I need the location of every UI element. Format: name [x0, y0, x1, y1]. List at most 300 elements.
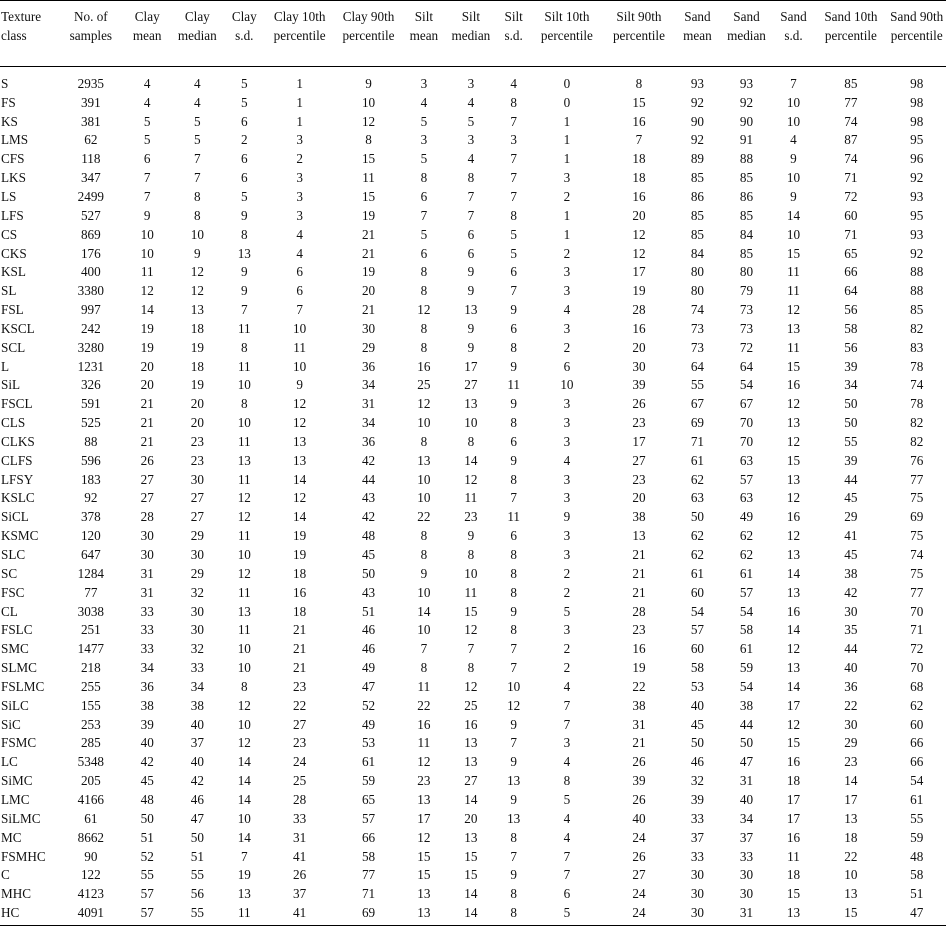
table-cell-silt-sd: 8 [497, 904, 530, 925]
table-cell-clay-sd: 6 [241, 113, 248, 129]
table-cell-sand-mean: 57 [690, 622, 705, 638]
table-cell-clay-median: 9 [194, 245, 201, 261]
table-cell-clay-median: 27 [190, 509, 204, 525]
table-cell-sand-sd: 15 [786, 735, 801, 751]
table-cell-silt-90th-percentile: 24 [632, 829, 646, 845]
table-cell-sand-mean: 92 [690, 132, 705, 148]
table-cell-clay-sd: 7 [241, 848, 248, 864]
table-cell-silt-mean: 7 [420, 641, 428, 657]
table-cell-silt-90th-percentile: 40 [632, 810, 646, 826]
table-cell-clay-median: 18 [190, 358, 204, 374]
table-row [0, 395, 946, 414]
table-cell-silt-sd: 3 [510, 132, 517, 148]
table-cell-clay-90th-percentile: 48 [361, 528, 376, 544]
table-cell-sand-mean: 50 [690, 735, 705, 751]
table-cell-silt-median: 9 [467, 264, 475, 280]
table-cell-clay-90th-percentile: 49 [361, 716, 376, 732]
table-cell-no-of-samples: 88 [84, 433, 98, 449]
table-cell-silt-mean: 8 [420, 170, 428, 186]
table-cell-clay-median: 10 [190, 226, 204, 242]
table-cell-clay-10th-percentile: 18 [293, 565, 307, 581]
table-cell-sand-median: 57 [739, 584, 754, 600]
table-cell-clay-sd: 14 [237, 791, 251, 807]
table-cell-sand-sd: 15 [786, 886, 801, 902]
table-cell-sand-90th-percentile: 74 [910, 547, 924, 563]
table-cell-sand-median: 59 [739, 660, 754, 676]
table-cell-silt-median: 3 [467, 132, 475, 148]
table-cell-clay-sd: 10 [237, 716, 251, 732]
table-cell-clay-90th-percentile: 34 [361, 415, 376, 431]
table-cell-silt-90th-percentile: 26 [632, 791, 646, 807]
table-row [0, 67, 946, 94]
table-cell-clay-sd: 12 [237, 697, 251, 713]
table-cell-sand-median: 61 [739, 565, 754, 581]
table-cell-silt-sd: 8 [510, 339, 517, 355]
table-cell-clay-mean: 51 [140, 829, 154, 845]
table-cell-sand-median: 86 [739, 188, 754, 204]
table-cell-clay-mean: 52 [140, 848, 154, 864]
table-cell-sand-mean: 90 [690, 113, 705, 129]
table-cell-clay-10th-percentile: 19 [293, 528, 307, 544]
table-cell-sand-sd: 12 [786, 641, 801, 657]
table-cell-silt-sd: 12 [507, 697, 521, 713]
table-cell-clay-median: 29 [190, 528, 204, 544]
table-cell-sand-sd: 17 [786, 810, 801, 826]
table-cell-clay-90th-percentile: 8 [365, 132, 372, 148]
table-cell-clay-median: 51 [190, 848, 204, 864]
table-cell-clay-10th-percentile: 31 [293, 829, 307, 845]
table-cell-sand-10th-percentile: 30 [844, 716, 858, 732]
table-cell-clay-10th-percentile: 3 [296, 188, 303, 204]
table-cell-sand-90th-percentile: 55 [910, 810, 924, 826]
table-cell-sand-mean: 69 [690, 415, 705, 431]
table-cell-clay-median: 55 [190, 867, 204, 883]
table-cell-sand-mean: 61 [690, 565, 705, 581]
table-cell-clay-90th-percentile: 21 [361, 302, 376, 318]
table-cell-silt-median: 9 [467, 339, 475, 355]
table-cell-silt-median: 27 [464, 773, 478, 789]
table-cell-clay-10th-percentile: 33 [293, 810, 307, 826]
table-cell-sand-10th-percentile: 18 [844, 829, 858, 845]
table-row [0, 791, 946, 810]
table-cell-sand-sd: 13 [786, 471, 801, 487]
table-cell-sand-10th-percentile: 34 [844, 377, 858, 393]
table-cell-sand-median: 73 [739, 302, 754, 318]
table-cell-clay-mean: 10 [140, 245, 154, 261]
table-cell-sand-sd: 10 [786, 94, 801, 110]
table-cell-sand-90th-percentile: 95 [910, 207, 924, 223]
table-cell-sand-median: 54 [739, 678, 754, 694]
table-cell-silt-10th-percentile: 3 [563, 490, 571, 506]
table-cell-sand-median: 85 [739, 207, 754, 223]
table-cell-sand-10th-percentile: 42 [844, 584, 858, 600]
table-cell-clay-90th-percentile: 31 [361, 396, 376, 412]
table-cell-sand-sd: 14 [786, 207, 801, 223]
table-cell-sand-10th-percentile: 17 [844, 791, 858, 807]
table-cell-sand-median: 44 [739, 716, 754, 732]
table-cell-silt-median: 14 [445, 904, 497, 925]
table-cell-clay-10th-percentile: 10 [293, 358, 307, 374]
texture-class-cell: CFS [1, 151, 25, 167]
table-cell-silt-90th-percentile: 21 [632, 565, 646, 581]
table-cell-silt-sd: 6 [510, 264, 517, 280]
table-cell-no-of-samples: 400 [80, 264, 101, 280]
table-cell-clay-sd: 11 [237, 471, 251, 487]
table-cell-silt-90th-percentile: 17 [632, 433, 646, 449]
table-cell-clay-sd: 6 [241, 170, 248, 186]
table-cell-sand-90th-percentile: 76 [910, 452, 924, 468]
table-cell-sand-mean: 62 [690, 528, 705, 544]
table-cell-sand-sd: 16 [786, 377, 801, 393]
table-cell-clay-median: 34 [190, 678, 204, 694]
table-cell-silt-sd: 9 [510, 358, 517, 374]
table-cell-clay-90th-percentile: 11 [362, 170, 375, 186]
table-cell-silt-mean: 10 [417, 490, 431, 506]
table-cell-clay-mean: 7 [143, 188, 151, 204]
table-cell-clay-10th-percentile: 21 [293, 622, 307, 638]
table-cell-silt-90th-percentile: 28 [632, 302, 646, 318]
table-cell-silt-mean: 22 [417, 697, 431, 713]
table-cell-no-of-samples: 326 [80, 377, 101, 393]
table-cell-clay-median: 12 [190, 283, 204, 299]
table-cell-clay-90th-percentile: 45 [361, 547, 376, 563]
table-cell-clay-10th-percentile: 1 [296, 113, 303, 129]
table-cell-sand-sd: 11 [787, 339, 800, 355]
table-cell-clay-median: 50 [190, 829, 204, 845]
table-cell-clay-10th-percentile: 14 [293, 509, 307, 525]
table-cell-silt-10th-percentile: 2 [563, 660, 571, 676]
table-cell-sand-10th-percentile: 14 [844, 773, 858, 789]
table-cell-clay-90th-percentile: 10 [361, 94, 376, 110]
table-cell-clay-median: 29 [190, 565, 204, 581]
table-cell-sand-10th-percentile: 39 [844, 452, 858, 468]
header-row [0, 1, 946, 67]
table-cell-silt-median: 14 [464, 452, 478, 468]
table-cell-clay-mean: 31 [140, 584, 154, 600]
table-cell-silt-mean: 6 [420, 188, 428, 204]
table-cell-clay-90th-percentile: 21 [361, 226, 376, 242]
header-silt-median: Silt median [445, 1, 497, 67]
table-cell-sand-sd: 10 [786, 113, 801, 129]
table-cell-silt-median: 12 [464, 471, 478, 487]
table-cell-silt-90th-percentile: 28 [632, 603, 646, 619]
table-cell-silt-mean: 12 [417, 396, 431, 412]
table-cell-silt-median: 23 [464, 509, 478, 525]
texture-class-cell: SiC [1, 716, 21, 732]
table-cell-silt-median: 6 [467, 226, 475, 242]
table-cell-sand-median: 31 [720, 904, 772, 925]
table-cell-clay-median: 47 [190, 810, 204, 826]
texture-class-cell: CLFS [1, 452, 33, 468]
table-cell-sand-10th-percentile: 41 [844, 528, 858, 544]
table-cell-sand-mean: 46 [690, 754, 705, 770]
table-cell-clay-10th-percentile: 26 [293, 867, 307, 883]
table-cell-silt-10th-percentile: 4 [563, 810, 571, 826]
table-row [0, 697, 946, 716]
table-cell-no-of-samples: 2935 [77, 76, 105, 91]
header-silt-mean: Silt mean [403, 1, 445, 67]
table-cell-sand-10th-percentile: 60 [844, 207, 858, 223]
table-row [0, 131, 946, 150]
table-cell-clay-mean: 5 [143, 113, 151, 129]
table-cell-sand-10th-percentile: 77 [844, 94, 858, 110]
table-cell-sand-mean: 85 [690, 226, 705, 242]
table-cell-silt-mean: 14 [417, 603, 431, 619]
table-cell-sand-mean: 71 [690, 433, 705, 449]
table-cell-silt-mean: 10 [417, 584, 431, 600]
table-cell-silt-sd: 7 [510, 113, 517, 129]
table-cell-sand-sd: 11 [787, 264, 800, 280]
table-cell-silt-mean: 5 [420, 151, 428, 167]
texture-class-cell: FSC [1, 584, 25, 600]
table-cell-silt-sd: 7 [510, 641, 517, 657]
table-cell-clay-mean: 20 [140, 377, 154, 393]
table-cell-no-of-samples: 253 [80, 716, 101, 732]
table-cell-clay-10th-percentile: 24 [293, 754, 307, 770]
table-cell-clay-90th-percentile: 29 [361, 339, 376, 355]
table-cell-no-of-samples: 62 [84, 132, 98, 148]
table-cell-silt-sd: 7 [510, 848, 517, 864]
table-cell-clay-median: 19 [190, 377, 204, 393]
table-cell-sand-10th-percentile: 74 [844, 151, 858, 167]
table-row [0, 527, 946, 546]
table-cell-clay-sd: 9 [241, 207, 248, 223]
table-cell-clay-mean: 7 [143, 170, 151, 186]
table-cell-no-of-samples: 869 [80, 226, 101, 242]
table-cell-clay-median: 23 [190, 433, 204, 449]
table-cell-sand-90th-percentile: 68 [910, 678, 924, 694]
table-cell-silt-90th-percentile: 12 [632, 245, 646, 261]
table-cell-sand-median: 84 [739, 226, 754, 242]
table-cell-clay-sd: 5 [241, 94, 248, 110]
table-cell-silt-90th-percentile: 15 [632, 94, 646, 110]
table-cell-sand-sd: 15 [786, 358, 801, 374]
table-cell-silt-mean: 8 [420, 339, 428, 355]
header-clay-median: Clay median [171, 1, 223, 67]
table-row [0, 150, 946, 169]
table-cell-clay-10th-percentile: 11 [293, 339, 306, 355]
table-cell-silt-sd: 8 [510, 415, 517, 431]
table-cell-sand-10th-percentile: 35 [844, 622, 858, 638]
table-cell-silt-mean: 15 [417, 867, 431, 883]
table-cell-sand-sd: 17 [786, 697, 801, 713]
table-cell-silt-10th-percentile: 2 [563, 339, 571, 355]
table-cell-silt-median: 15 [464, 848, 478, 864]
table-cell-sand-10th-percentile: 44 [844, 641, 858, 657]
table-cell-silt-90th-percentile: 16 [632, 320, 646, 336]
table-cell-silt-10th-percentile: 2 [563, 641, 571, 657]
header-silt-90th-percentile: Silt 90th percentile [603, 1, 674, 67]
texture-class-cell: KSMC [1, 528, 39, 544]
header-sand-90th-percentile: Sand 90th percentile [887, 1, 946, 67]
table-cell-silt-90th-percentile: 21 [632, 584, 646, 600]
table-cell-clay-mean: 6 [143, 151, 151, 167]
table-cell-silt-mean: 13 [417, 452, 431, 468]
table-row [0, 866, 946, 885]
table-cell-no-of-samples: 4166 [77, 791, 105, 807]
table-cell-clay-10th-percentile: 1 [296, 76, 303, 91]
table-cell-sand-90th-percentile: 78 [910, 358, 924, 374]
table-cell-clay-10th-percentile: 4 [296, 245, 303, 261]
table-cell-clay-mean: 21 [140, 415, 154, 431]
table-cell-silt-sd: 7 [510, 660, 517, 676]
table-cell-clay-sd: 8 [241, 678, 248, 694]
table-cell-clay-mean: 57 [123, 904, 171, 925]
table-cell-no-of-samples: 90 [84, 848, 98, 864]
table-cell-silt-sd: 9 [510, 867, 517, 883]
table-cell-silt-mean: 23 [417, 773, 431, 789]
table-cell-sand-90th-percentile: 82 [910, 433, 924, 449]
table-cell-silt-sd: 7 [510, 490, 517, 506]
table-row [0, 508, 946, 527]
table-cell-clay-90th-percentile: 30 [361, 320, 376, 336]
table-row [0, 772, 946, 791]
table-cell-silt-10th-percentile: 5 [563, 791, 571, 807]
table-cell-clay-mean: 14 [140, 302, 154, 318]
table-cell-sand-90th-percentile: 70 [910, 603, 924, 619]
table-cell-sand-median: 62 [739, 528, 754, 544]
table-cell-no-of-samples: 378 [80, 509, 101, 525]
table-cell-silt-sd: 8 [510, 829, 517, 845]
table-cell-clay-mean: 19 [140, 320, 154, 336]
table-cell-sand-90th-percentile: 88 [910, 264, 924, 280]
table-cell-clay-median: 40 [190, 754, 204, 770]
table-cell-sand-sd: 18 [786, 867, 801, 883]
table-cell-clay-median: 18 [190, 320, 204, 336]
table-cell-silt-mean: 12 [417, 302, 431, 318]
table-cell-silt-sd: 7 [510, 151, 517, 167]
table-cell-clay-sd: 9 [241, 264, 248, 280]
table-cell-sand-mean: 30 [690, 886, 705, 902]
table-cell-clay-10th-percentile: 1 [296, 94, 303, 110]
table-cell-sand-sd: 14 [786, 678, 801, 694]
table-cell-sand-10th-percentile: 30 [844, 603, 858, 619]
table-cell-sand-mean: 86 [690, 188, 705, 204]
table-cell-clay-median: 5 [194, 113, 201, 129]
table-cell-silt-mean: 13 [403, 904, 445, 925]
table-cell-no-of-samples: 92 [84, 490, 98, 506]
table-cell-silt-90th-percentile: 16 [632, 188, 646, 204]
table-cell-clay-sd: 5 [241, 76, 248, 91]
table-cell-sand-sd: 13 [786, 584, 801, 600]
table-cell-sand-10th-percentile: 22 [844, 697, 858, 713]
table-cell-clay-mean: 50 [140, 810, 154, 826]
table-cell-silt-mean: 8 [420, 547, 428, 563]
table-cell-sand-sd: 11 [787, 848, 800, 864]
table-cell-sand-10th-percentile: 85 [844, 76, 858, 91]
table-cell-sand-sd: 18 [786, 773, 801, 789]
table-cell-clay-sd: 8 [241, 339, 248, 355]
table-cell-sand-median: 34 [739, 810, 754, 826]
table-cell-silt-10th-percentile: 6 [563, 358, 571, 374]
table-row [0, 263, 946, 282]
table-cell-no-of-samples: 525 [80, 415, 101, 431]
table-cell-silt-sd: 9 [510, 452, 517, 468]
table-cell-clay-90th-percentile: 43 [361, 490, 376, 506]
table-cell-clay-90th-percentile: 43 [361, 584, 376, 600]
table-cell-clay-90th-percentile: 50 [361, 565, 376, 581]
header-sand-sd: Sand s.d. [773, 1, 815, 67]
table-cell-clay-median: 30 [190, 547, 204, 563]
table-cell-clay-mean: 27 [140, 471, 154, 487]
table-cell-clay-10th-percentile: 3 [296, 132, 303, 148]
table-cell-silt-sd: 9 [510, 754, 517, 770]
table-cell-sand-90th-percentile: 47 [887, 904, 946, 925]
texture-class-cell: SiCL [1, 509, 29, 525]
table-cell-silt-10th-percentile: 3 [563, 264, 571, 280]
table-cell-sand-sd: 9 [790, 151, 797, 167]
table-cell-sand-90th-percentile: 75 [910, 528, 924, 544]
table-row [0, 339, 946, 358]
table-cell-silt-90th-percentile: 39 [632, 773, 646, 789]
table-cell-silt-median: 8 [467, 660, 475, 676]
table-cell-sand-sd: 16 [786, 603, 801, 619]
table-cell-sand-90th-percentile: 60 [910, 716, 924, 732]
texture-class-cell: FSMC [1, 735, 37, 751]
table-cell-silt-median: 11 [464, 490, 478, 506]
table-cell-sand-median: 61 [739, 641, 754, 657]
texture-class-cell: FSCL [1, 396, 33, 412]
table-cell-sand-sd: 17 [786, 791, 801, 807]
texture-class-cell: LFS [1, 207, 24, 223]
table-row [0, 414, 946, 433]
table-row [0, 621, 946, 640]
table-cell-clay-mean: 33 [140, 622, 154, 638]
table-cell-silt-mean: 7 [420, 207, 428, 223]
table-cell-clay-sd: 10 [237, 547, 251, 563]
table-cell-sand-90th-percentile: 69 [910, 509, 924, 525]
table-cell-sand-90th-percentile: 92 [910, 170, 924, 186]
table-cell-sand-mean: 64 [690, 358, 705, 374]
table-cell-sand-median: 33 [739, 848, 754, 864]
table-cell-clay-sd: 13 [237, 603, 251, 619]
table-cell-silt-mean: 17 [417, 810, 431, 826]
table-cell-silt-median: 10 [464, 415, 478, 431]
table-cell-sand-median: 40 [739, 791, 754, 807]
table-cell-silt-median: 12 [464, 622, 478, 638]
table-cell-clay-median: 20 [190, 415, 204, 431]
table-cell-clay-90th-percentile: 66 [361, 829, 376, 845]
texture-class-cell: CKS [1, 245, 27, 261]
table-cell-silt-median: 15 [464, 867, 478, 883]
table-cell-sand-median: 72 [739, 339, 754, 355]
header-sand-mean: Sand mean [674, 1, 720, 67]
table-cell-clay-median: 33 [190, 660, 204, 676]
table-cell-silt-10th-percentile: 2 [563, 188, 571, 204]
table-cell-silt-90th-percentile: 23 [632, 415, 646, 431]
table-cell-silt-mean: 25 [417, 377, 431, 393]
table-cell-no-of-samples: 4123 [77, 886, 105, 902]
table-cell-sand-mean: 80 [690, 264, 705, 280]
table-cell-clay-10th-percentile: 25 [293, 773, 307, 789]
header-silt-sd: Silt s.d. [497, 1, 530, 67]
table-cell-clay-sd: 11 [237, 358, 251, 374]
table-cell-no-of-samples: 205 [80, 773, 101, 789]
table-cell-silt-90th-percentile: 21 [632, 547, 646, 563]
table-cell-clay-sd: 11 [237, 584, 251, 600]
table-cell-silt-90th-percentile: 24 [632, 886, 646, 902]
table-cell-silt-median: 4 [467, 151, 475, 167]
table-cell-clay-90th-percentile: 46 [361, 641, 376, 657]
table-cell-silt-90th-percentile: 7 [635, 132, 643, 148]
table-cell-sand-10th-percentile: 87 [844, 132, 858, 148]
table-cell-clay-10th-percentile: 18 [293, 603, 307, 619]
table-cell-no-of-samples: 183 [80, 471, 101, 487]
table-cell-sand-sd: 12 [786, 302, 801, 318]
table-cell-no-of-samples: 4091 [58, 904, 123, 925]
table-cell-silt-sd: 9 [510, 716, 517, 732]
table-cell-sand-90th-percentile: 82 [910, 415, 924, 431]
